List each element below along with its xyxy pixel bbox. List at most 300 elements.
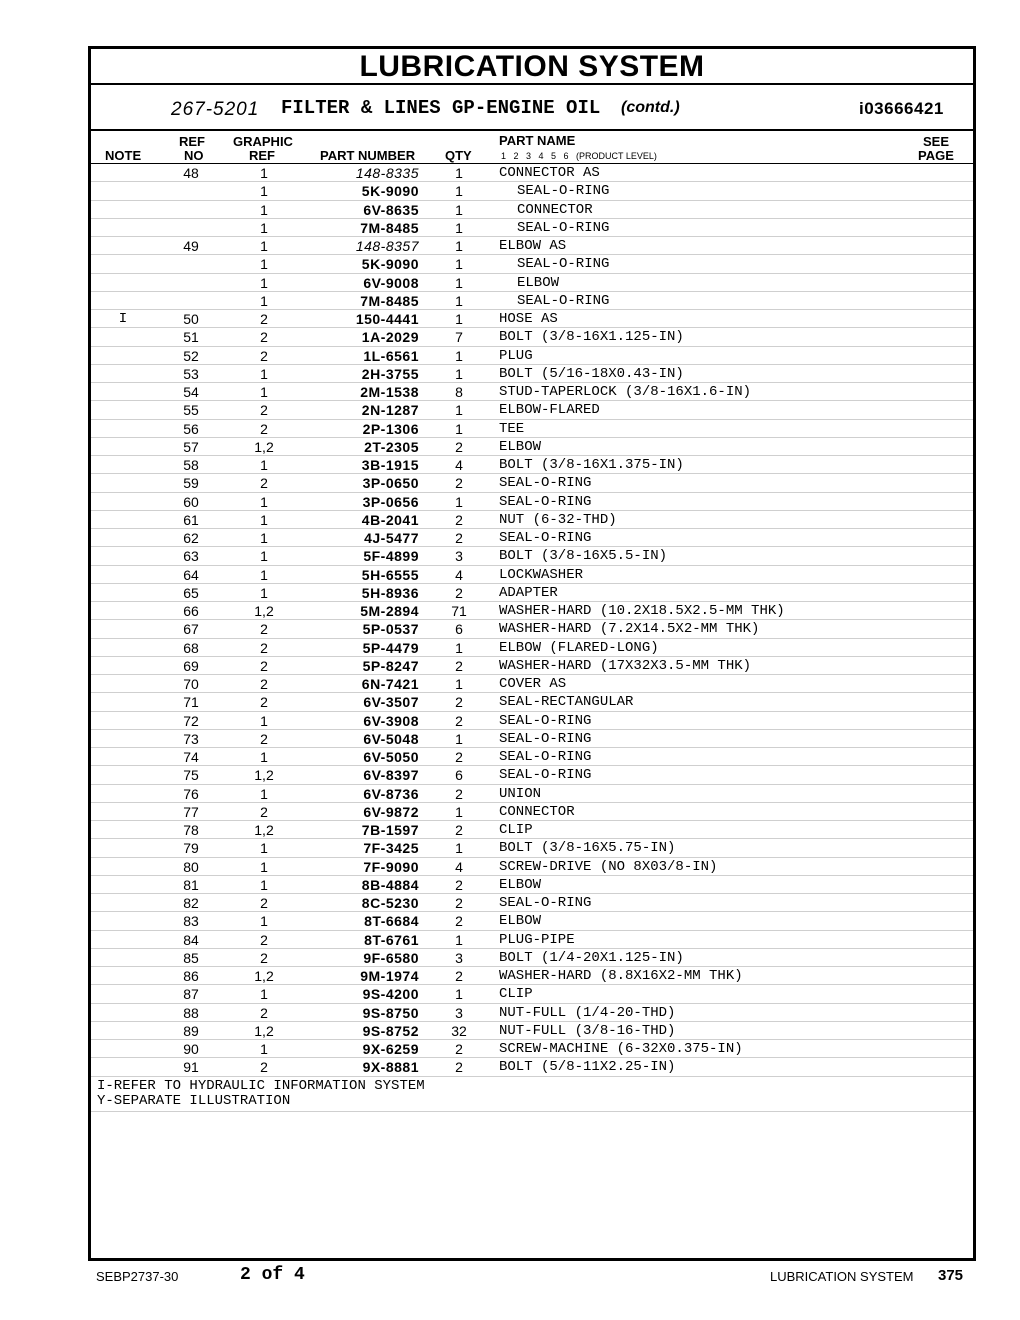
ref-no-cell: 58 (183, 457, 199, 473)
qty-cell: 2 (455, 913, 463, 930)
part-name-cell: BOLT (3/8-16X5.5-IN) (499, 548, 668, 565)
ref-no-cell: 72 (183, 712, 199, 729)
ref-no-cell: 88 (183, 1004, 199, 1021)
table-row (91, 1004, 973, 1022)
table-row (91, 1022, 973, 1040)
part-name-cell: SEAL-O-RING (499, 530, 592, 546)
qty-cell: 2 (455, 1041, 463, 1057)
part-name-cell: NUT-FULL (3/8-16-THD) (499, 1022, 676, 1039)
group-name: FILTER & LINES GP-ENGINE OIL (281, 97, 601, 119)
qty-cell: 3 (455, 548, 463, 565)
qty-cell: 2 (455, 785, 463, 802)
part-number-cell: 6V-3908 (363, 712, 419, 729)
part-name-cell: SEAL-O-RING (517, 292, 610, 309)
graphic-ref-cell: 1,2 (254, 603, 274, 619)
graphic-ref-cell: 1,2 (254, 767, 274, 784)
part-name-cell: BOLT (3/8-16X5.75-IN) (499, 840, 676, 857)
part-number-cell: 2N-1287 (361, 402, 419, 419)
graphic-ref-cell: 1 (260, 566, 268, 583)
ref-no-cell: 64 (183, 566, 199, 583)
graphic-ref-cell: 2 (260, 931, 268, 948)
qty-cell: 1 (455, 639, 463, 656)
table-row (91, 493, 973, 511)
ref-no-cell: 83 (183, 913, 199, 930)
qty-cell: 1 (455, 274, 463, 291)
graphic-ref-cell: 2 (260, 311, 268, 327)
ref-no-cell: 90 (183, 1041, 199, 1057)
graphic-ref-cell: 1 (260, 511, 268, 528)
qty-cell: 1 (455, 676, 463, 692)
part-number-cell: 5K-9090 (361, 256, 419, 273)
table-row (91, 967, 973, 985)
ref-no-cell: 52 (183, 347, 199, 364)
part-name-cell: BOLT (3/8-16X1.125-IN) (499, 329, 684, 346)
qty-cell: 1 (455, 311, 463, 327)
part-number-cell: 3P-0656 (362, 493, 419, 510)
graphic-ref-cell: 1 (260, 183, 268, 200)
part-name-cell: WASHER-HARD (10.2X18.5X2.5-MM THK) (499, 603, 785, 619)
graphic-ref-cell: 2 (260, 803, 268, 820)
part-number-cell: 6V-9872 (363, 803, 419, 820)
graphic-ref-cell: 2 (260, 949, 268, 966)
qty-cell: 2 (455, 968, 463, 984)
part-name-cell: WASHER-HARD (17X32X3.5-MM THK) (499, 657, 752, 674)
table-row (91, 785, 973, 803)
table-row (91, 420, 973, 438)
graphic-ref-cell: 2 (260, 657, 268, 674)
part-name-cell: ELBOW AS (499, 238, 567, 254)
column-headers (91, 131, 973, 164)
qty-cell: 6 (455, 767, 463, 784)
part-number-cell: 9S-8750 (362, 1004, 419, 1021)
ref-no-cell: 78 (183, 822, 199, 838)
qty-cell: 1 (455, 730, 463, 747)
footer-page-of: 2 of 4 (240, 1265, 305, 1285)
part-number-cell: 1A-2029 (361, 329, 419, 346)
graphic-ref-cell: 2 (260, 347, 268, 364)
qty-cell: 2 (455, 749, 463, 765)
qty-cell: 71 (451, 603, 467, 619)
part-number-cell: 3P-0650 (362, 475, 419, 492)
part-name-cell: ADAPTER (499, 584, 558, 601)
graphic-ref-cell: 2 (260, 329, 268, 346)
qty-cell: 1 (455, 931, 463, 948)
graphic-ref-cell: 1,2 (254, 438, 274, 455)
table-row (91, 730, 973, 748)
page-title: LUBRICATION SYSTEM (91, 49, 973, 85)
table-row (91, 675, 973, 693)
graphic-ref-cell: 1 (260, 876, 268, 893)
ref-no-cell: 57 (183, 438, 199, 455)
table-row (91, 657, 973, 675)
table-row (91, 310, 973, 328)
ref-no-cell: 54 (183, 384, 199, 400)
table-row (91, 985, 973, 1003)
graphic-ref-cell: 1 (260, 986, 268, 1003)
graphic-ref-cell: 1,2 (254, 968, 274, 984)
part-name-cell: WASHER-HARD (8.8X16X2-MM THK) (499, 968, 743, 984)
ref-no-cell: 63 (183, 548, 199, 565)
part-number-cell: 5P-8247 (362, 657, 419, 674)
table-row (91, 292, 973, 310)
part-name-cell: SEAL-O-RING (517, 256, 610, 273)
ref-no-cell: 62 (183, 530, 199, 546)
part-number-cell: 9S-4200 (362, 986, 419, 1003)
part-number-cell: 5H-6555 (361, 566, 419, 583)
graphic-ref-cell: 1 (260, 457, 268, 473)
ref-no-cell: 60 (183, 493, 199, 510)
part-number-cell: 6V-9008 (363, 274, 419, 291)
part-name-cell: SEAL-RECTANGULAR (499, 694, 634, 711)
qty-cell: 1 (455, 840, 463, 857)
part-number-cell: 7B-1597 (361, 822, 419, 838)
qty-cell: 2 (455, 822, 463, 838)
qty-cell: 2 (455, 584, 463, 601)
graphic-ref-cell: 1 (260, 584, 268, 601)
part-number-cell: 6V-3507 (363, 694, 419, 711)
graphic-ref-cell: 1 (260, 493, 268, 510)
ref-no-cell: 74 (183, 749, 199, 765)
part-number-cell: 5P-0537 (362, 621, 419, 638)
part-number-cell: 6V-5050 (363, 749, 419, 765)
qty-cell: 1 (455, 165, 463, 181)
part-name-cell: ELBOW (FLARED-LONG) (499, 639, 659, 656)
part-number-cell: 9X-6259 (362, 1041, 419, 1057)
ref-no-cell: 66 (183, 603, 199, 619)
ref-no-cell: 61 (183, 511, 199, 528)
graphic-ref-cell: 1 (260, 749, 268, 765)
part-name-cell: CLIP (499, 822, 533, 838)
ref-no-cell: 48 (183, 165, 199, 181)
part-name-cell: SEAL-O-RING (499, 895, 592, 911)
table-row (91, 602, 973, 620)
qty-cell: 4 (455, 457, 463, 473)
graphic-ref-cell: 2 (260, 1059, 268, 1076)
qty-cell: 2 (455, 712, 463, 729)
qty-cell: 1 (455, 493, 463, 510)
part-number-cell: 8T-6684 (364, 913, 419, 930)
graphic-ref-cell: 1,2 (254, 822, 274, 838)
part-name-cell: ELBOW-FLARED (499, 402, 600, 419)
part-name-cell: BOLT (5/16-18X0.43-IN) (499, 365, 684, 382)
table-row (91, 1058, 973, 1076)
qty-cell: 2 (455, 876, 463, 893)
part-name-cell: NUT-FULL (1/4-20-THD) (499, 1004, 676, 1021)
ref-no-cell: 69 (183, 657, 199, 674)
part-number-cell: 6N-7421 (361, 676, 419, 692)
qty-cell: 1 (455, 420, 463, 437)
part-name-cell: ELBOW (499, 876, 542, 893)
ref-no-cell: 51 (183, 329, 199, 346)
ref-no-cell: 77 (183, 803, 199, 820)
part-number-cell: 5P-4479 (362, 639, 419, 656)
part-number-cell: 2H-3755 (361, 365, 419, 382)
table-row (91, 274, 973, 292)
graphic-ref-cell: 2 (260, 402, 268, 419)
table-row (91, 1040, 973, 1058)
qty-cell: 2 (455, 530, 463, 546)
part-name-cell: PLUG (499, 347, 533, 364)
qty-cell: 7 (455, 329, 463, 346)
part-number-cell: 8C-5230 (361, 895, 419, 911)
table-row (91, 748, 973, 766)
table-row (91, 347, 973, 365)
table-row (91, 876, 973, 894)
part-number-cell: 5F-4899 (363, 548, 419, 565)
qty-cell: 4 (455, 858, 463, 875)
parts-table-body (91, 164, 973, 1077)
table-row (91, 566, 973, 584)
table-row (91, 383, 973, 401)
part-number-cell: 1L-6561 (363, 347, 419, 364)
table-row (91, 803, 973, 821)
part-name-cell: BOLT (3/8-16X1.375-IN) (499, 457, 684, 473)
parts-list-frame (88, 46, 976, 1261)
part-number-cell: 5H-8936 (361, 584, 419, 601)
graphic-ref-cell: 2 (260, 1004, 268, 1021)
graphic-ref-cell: 1 (260, 530, 268, 546)
footer-doc-number: SEBP2737-30 (96, 1269, 179, 1284)
col-ref-1: REF (179, 134, 205, 149)
ref-no-cell: 56 (183, 420, 199, 437)
col-gref-2: REF (249, 148, 275, 163)
group-contd: (contd.) (621, 99, 680, 116)
ref-no-cell: 73 (183, 730, 199, 747)
part-name-cell: NUT (6-32-THD) (499, 511, 617, 528)
table-row (91, 529, 973, 547)
graphic-ref-cell: 2 (260, 621, 268, 638)
table-row (91, 894, 973, 912)
part-name-cell: SEAL-O-RING (499, 767, 592, 784)
footer-section: LUBRICATION SYSTEM (770, 1269, 914, 1284)
qty-cell: 1 (455, 183, 463, 200)
part-number-cell: 7F-3425 (363, 840, 419, 857)
note-cell: I (118, 311, 128, 327)
col-see-2: PAGE (918, 148, 954, 163)
table-row (91, 164, 973, 182)
part-name-cell: SEAL-O-RING (499, 730, 592, 747)
table-row (91, 255, 973, 273)
table-row (91, 693, 973, 711)
qty-cell: 1 (455, 219, 463, 236)
part-number-cell: 148-8357 (355, 238, 419, 254)
part-name-cell: SEAL-O-RING (499, 749, 592, 765)
ref-no-cell: 59 (183, 475, 199, 492)
part-number-cell: 9F-6580 (363, 949, 419, 966)
qty-cell: 8 (455, 384, 463, 400)
part-name-cell: SEAL-O-RING (499, 475, 592, 492)
table-row (91, 912, 973, 930)
qty-cell: 2 (455, 475, 463, 492)
ref-no-cell: 91 (183, 1059, 199, 1076)
graphic-ref-cell: 1 (260, 384, 268, 400)
part-number-cell: 9S-8752 (362, 1022, 419, 1039)
table-row (91, 712, 973, 730)
ref-no-cell: 67 (183, 621, 199, 638)
qty-cell: 1 (455, 201, 463, 218)
graphic-ref-cell: 1 (260, 858, 268, 875)
ref-no-cell: 55 (183, 402, 199, 419)
part-name-cell: SCREW-MACHINE (6-32X0.375-IN) (499, 1041, 743, 1057)
graphic-ref-cell: 1 (260, 238, 268, 254)
part-name-cell: CONNECTOR (499, 803, 575, 820)
part-number-cell: 6V-8736 (363, 785, 419, 802)
graphic-ref-cell: 1 (260, 913, 268, 930)
table-row (91, 219, 973, 237)
ref-no-cell: 81 (183, 876, 199, 893)
part-number-cell: 4J-5477 (364, 530, 419, 546)
ref-no-cell: 49 (183, 238, 199, 254)
part-name-cell: SEAL-O-RING (499, 712, 592, 729)
qty-cell: 2 (455, 694, 463, 711)
part-name-cell: PLUG-PIPE (499, 931, 575, 948)
qty-cell: 4 (455, 566, 463, 583)
table-row (91, 456, 973, 474)
graphic-ref-cell: 1 (260, 365, 268, 382)
part-number-cell: 148-8335 (355, 165, 419, 181)
part-name-cell: UNION (499, 785, 542, 802)
table-row (91, 766, 973, 784)
part-name-cell: SEAL-O-RING (517, 219, 610, 236)
col-gref-1: GRAPHIC (233, 134, 293, 149)
qty-cell: 1 (455, 803, 463, 820)
part-name-cell: TEE (499, 420, 525, 437)
graphic-ref-cell: 1 (260, 548, 268, 565)
qty-cell: 32 (451, 1022, 467, 1039)
graphic-ref-cell: 2 (260, 639, 268, 656)
ref-no-cell: 79 (183, 840, 199, 857)
graphic-ref-cell: 1 (260, 274, 268, 291)
part-name-cell: ELBOW (499, 438, 542, 455)
ref-no-cell: 68 (183, 639, 199, 656)
part-number-cell: 8B-4884 (361, 876, 419, 893)
qty-cell: 2 (455, 1059, 463, 1076)
table-row (91, 821, 973, 839)
graphic-ref-cell: 1 (260, 840, 268, 857)
part-name-cell: SEAL-O-RING (517, 183, 610, 200)
graphic-ref-cell: 1 (260, 201, 268, 218)
part-number-cell: 5K-9090 (361, 183, 419, 200)
part-number-cell: 4B-2041 (361, 511, 419, 528)
table-row (91, 201, 973, 219)
part-number-cell: 8T-6761 (364, 931, 419, 948)
qty-cell: 2 (455, 657, 463, 674)
table-row (91, 438, 973, 456)
part-number-cell: 7M-8485 (360, 219, 419, 236)
ref-no-cell: 76 (183, 785, 199, 802)
table-row (91, 639, 973, 657)
table-row (91, 620, 973, 638)
graphic-ref-cell: 2 (260, 475, 268, 492)
ref-no-cell: 86 (183, 968, 199, 984)
note-line: I-REFER TO HYDRAULIC INFORMATION SYSTEM (97, 1077, 425, 1094)
col-part-name: PART NAME (499, 133, 576, 148)
part-name-cell: WASHER-HARD (7.2X14.5X2-MM THK) (499, 621, 760, 638)
part-name-cell: BOLT (1/4-20X1.125-IN) (499, 949, 684, 966)
part-name-cell: SEAL-O-RING (499, 493, 592, 510)
table-row (91, 365, 973, 383)
graphic-ref-cell: 1 (260, 785, 268, 802)
qty-cell: 1 (455, 238, 463, 254)
table-row (91, 237, 973, 255)
part-number-cell: 2T-2305 (364, 438, 419, 455)
table-row (91, 401, 973, 419)
col-part-number: PART NUMBER (320, 148, 416, 163)
graphic-ref-cell: 1 (260, 292, 268, 309)
table-row (91, 931, 973, 949)
graphic-ref-cell: 2 (260, 730, 268, 747)
part-number-cell: 6V-5048 (363, 730, 419, 747)
page-footer (0, 1265, 1020, 1289)
graphic-ref-cell: 1 (260, 1041, 268, 1057)
qty-cell: 6 (455, 621, 463, 638)
part-name-cell: ELBOW (517, 274, 560, 291)
ref-no-cell: 53 (183, 365, 199, 382)
part-number-cell: 2P-1306 (362, 420, 419, 437)
table-row (91, 839, 973, 857)
col-qty: QTY (445, 148, 472, 163)
part-number-cell: 6V-8397 (363, 767, 419, 784)
footer-page-number: 375 (938, 1267, 964, 1284)
part-number-cell: 5M-2894 (360, 603, 419, 619)
part-name-cell: ELBOW (499, 913, 542, 930)
part-number-cell: 6V-8635 (363, 201, 419, 218)
illustration-id: i03666421 (859, 99, 944, 118)
part-number-cell: 9M-1974 (360, 968, 419, 984)
group-part-number: 267-5201 (171, 99, 260, 120)
ref-no-cell: 82 (183, 895, 199, 911)
qty-cell: 1 (455, 402, 463, 419)
graphic-ref-cell: 2 (260, 694, 268, 711)
table-row (91, 511, 973, 529)
graphic-ref-cell: 2 (260, 676, 268, 692)
qty-cell: 3 (455, 949, 463, 966)
qty-cell: 2 (455, 438, 463, 455)
col-ref-2: NO (184, 148, 204, 163)
table-row (91, 858, 973, 876)
table-row (91, 474, 973, 492)
graphic-ref-cell: 2 (260, 895, 268, 911)
table-row (91, 584, 973, 602)
part-name-cell: LOCKWASHER (499, 566, 584, 583)
ref-no-cell: 80 (183, 858, 199, 875)
part-name-cell: SCREW-DRIVE (NO 8X03/8-IN) (499, 858, 718, 875)
col-see-1: SEE (923, 134, 950, 149)
ref-no-cell: 75 (183, 767, 199, 784)
table-row (91, 328, 973, 346)
ref-no-cell: 89 (183, 1022, 199, 1039)
graphic-ref-cell: 1 (260, 165, 268, 181)
qty-cell: 2 (455, 895, 463, 911)
graphic-ref-cell: 1 (260, 256, 268, 273)
ref-no-cell: 65 (183, 584, 199, 601)
table-row (91, 547, 973, 565)
part-number-cell: 7M-8485 (360, 292, 419, 309)
part-name-cell: COVER AS (499, 676, 567, 692)
part-number-cell: 7F-9090 (363, 858, 419, 875)
qty-cell: 1 (455, 365, 463, 382)
ref-no-cell: 87 (183, 986, 199, 1003)
ref-no-cell: 71 (183, 694, 199, 711)
ref-no-cell: 50 (183, 311, 199, 327)
graphic-ref-cell: 1 (260, 219, 268, 236)
qty-cell: 1 (455, 256, 463, 273)
graphic-ref-cell: 1,2 (254, 1022, 274, 1039)
qty-cell: 1 (455, 292, 463, 309)
graphic-ref-cell: 2 (260, 420, 268, 437)
part-name-cell: CONNECTOR AS (499, 165, 600, 181)
part-name-cell: CLIP (499, 986, 533, 1003)
